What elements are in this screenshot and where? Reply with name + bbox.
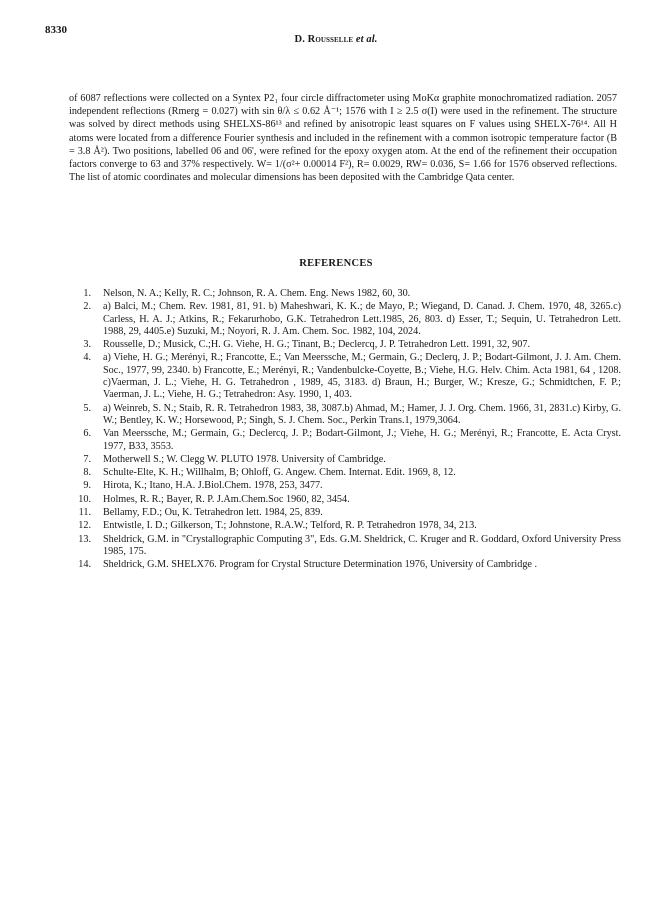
reference-number: 2. [83,301,91,313]
reference-item [69,494,621,506]
author-initial: D. [294,34,308,45]
reference-number: 6. [83,428,91,440]
reference-text: a) Weinreb, S. N.; Staib, R. R. Tetrahedron 1983, 38, 3087.b) Ahmad, M.; Hamer, J. J. Org. Chem. 1966, 31, 2831.c) Kirby, G. W.; Bentley, K. W.; Horsewood, P.; Singh, S. J. Chem. Soc., Perkin Trans.1, 1979,3064. [103,402,621,426]
reference-item [69,403,621,428]
reference-number: 13. [78,533,91,545]
reference-number: 8. [83,467,91,479]
reference-item [69,352,621,401]
reference-item [69,301,621,338]
reference-text: Nelson, N. A.; Kelly, R. C.; Johnson, R. A. Chem. Eng. News 1982, 60, 30. [103,288,411,299]
reference-number: 5. [83,402,91,414]
reference-text: Entwistle, I. D.; Gilkerson, T.; Johnstone, R.A.W.; Telford, R. P. Tetrahedron 1978, 34, 213. [103,520,477,532]
reference-number: 4. [83,352,91,364]
methods-paragraph: of 6087 reflections were collected on a Syntex P2₁ four circle diffractometer using MoKα graphite monochromatized radiation. 2057 independent reflections (Rmerg = 0.027) with sin θ/λ ≤ 0.62 Å⁻¹; 1576 with I ≥ 2.5 σ(I) were used in the refinement. The structure was solved by direct methods using SHELXS-86¹³ and refined by anisotropic least squares on F values using SHELX-76¹⁴. All H atoms were located from a difference Fourier synthesis and included in the refinement with a common isotropic temperature factor (B = 3.8 Å²). Two positions, labelled 06 and 06', were refined for the epoxy oxygen atom. At the end of the refinement their occupation factors converge to 63 and 37% respectively. W= 1/(σ²+ 0.00014 F²), R= 0.0029, RW= 0.036, S= 1.66 for 1576 observed reflections. The list of atomic coordinates and molecular dimensions has been deposited with the Cambridge Qata center. [69,93,617,184]
reference-number: 1. [83,288,91,299]
reference-item [69,454,621,466]
reference-text: Holmes, R. R.; Bayer, R. P. J.Am.Chem.Soc 1960, 82, 3454. [103,493,350,505]
page-number: 8330 [45,24,67,36]
reference-item [69,559,621,571]
reference-text: Bellamy, F.D.; Ou, K. Tetrahedron lett. 1984, 25, 839. [103,507,323,519]
reference-number: 7. [83,453,91,465]
reference-number: 9. [83,480,91,492]
reference-item [69,339,621,351]
reference-item [69,288,621,300]
reference-item [69,507,621,519]
reference-number: 14. [78,559,91,571]
reference-text: a) Balci, M.; Chem. Rev. 1981, 81, 91. b) Maheshwari, K. K.; de Mayo, P.; Wiegand, D. Canad. J. Chem. 1970, 48, 3265.c) Carless, H. A. J.; Atkins, R.; Fekarurhobo, G.K. Tetrahedron Lett.1985, 26, 803. d) Esser, T.; Sequin, U. Tetrahedron Lett. 1988, 29, 4405.e) Suzuki, M.; Noyori, R. J. Am. Chem. Soc. 1982, 104, 2024. [103,301,621,337]
reference-number: 10. [78,493,91,505]
author-surname: Rousselle [307,34,354,45]
running-head [0,34,672,45]
reference-text: Motherwell S.; W. Clegg W. PLUTO 1978. University of Cambridge. [103,453,386,465]
reference-item [69,520,621,532]
reference-text: Schulte-Elte, K. H.; Willhalm, B; Ohloff, G. Angew. Chem. Internat. Edit. 1969, 8, 12. [103,467,456,479]
reference-item [69,534,621,559]
references-list [69,288,621,573]
reference-text: Van Meerssche, M.; Germain, G.; Declercq, J. P.; Bodart-Gilmont, J.; Viehe, H. G.; Merényi, R.; Francotte, E. Acta Cryst. 1977, B33, 3553. [103,428,621,452]
reference-text: Rousselle, D.; Musick, C.;H. G. Viehe, H. G.; Tinant, B.; Declercq, J. P. Tetrahedron Lett. 1991, 32, 907. [103,339,530,351]
reference-item [69,428,621,453]
references-heading: REFERENCES [299,258,373,269]
reference-item [69,480,621,492]
reference-number: 11. [78,507,91,519]
reference-text: Sheldrick, G.M. in "Crystallographic Computing 3", Eds. G.M. Sheldrick, C. Kruger and R. Goddard, Oxford University Press 1985, 175. [103,533,621,557]
reference-item [69,467,621,479]
reference-text: a) Viehe, H. G.; Merényi, R.; Francotte, E.; Van Meerssche, M.; Germain, G.; Declerq, J. P.; Bodart-Gilmont, J. J. Am. Chem. Soc., 1977, 99, 2340. b) Francotte, E.; Merényi, R.; Vandenbulcke-Coyette, B.; Viehe, H.G. Helv. Chim. Acta 1981, 64 , 1208. c)Vaerman, J. L.; Viehe, H. G. Tetrahedron , 1989, 45, 3183. d) Braun, H.; Burger, W.; Kresze, G.; Schmidtchen, F. P.; Vaerman, J. L.; Viehe, H. G.; Tetrahedron: Asy. 1990, 1, 403. [103,352,621,401]
et-al: et al. [353,34,378,45]
body-text [69,92,617,184]
reference-number: 3. [83,339,91,351]
reference-number: 12. [78,520,91,532]
reference-text: Sheldrick, G.M. SHELX76. Program for Crystal Structure Determination 1976, University of Cambridge . [103,559,538,571]
reference-text: Hirota, K.; Itano, H.A. J.Biol.Chem. 1978, 253, 3477. [103,480,323,492]
